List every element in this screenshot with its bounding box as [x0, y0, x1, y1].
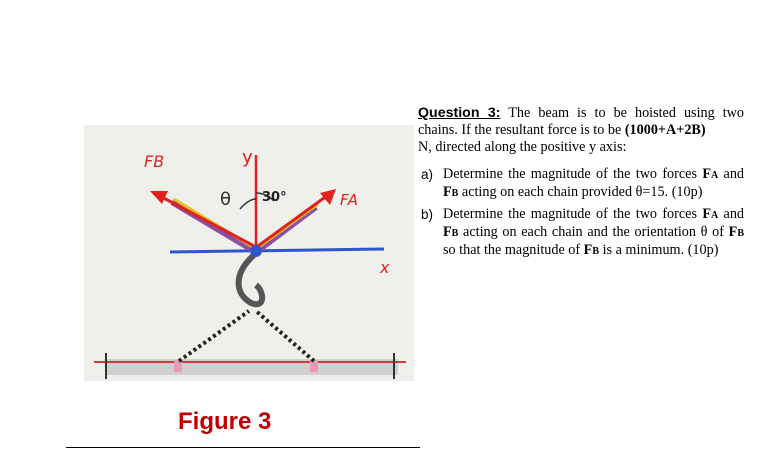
- part-b-text-2: acting on each chain and the orientation θ of: [463, 224, 724, 241]
- question-intro: The beam is to be hoisted using two chains. If the resultant force is to be: [418, 105, 744, 139]
- part-b-fa: FA: [702, 206, 719, 223]
- resultant-unit: N,: [418, 139, 432, 156]
- part-a-fa: FA: [702, 165, 719, 182]
- part-b: [418, 206, 744, 261]
- part-a-text: [443, 166, 744, 202]
- part-b-and: and: [723, 206, 745, 223]
- question-block: [418, 105, 744, 261]
- fa-arrowhead: [320, 189, 336, 205]
- part-b-text-1: Determine the magnitude of the two forces: [443, 206, 697, 223]
- part-a-text-1: Determine the magnitude of the two forces: [443, 165, 697, 182]
- part-a-and: and: [723, 165, 745, 182]
- part-a-fb: FB: [443, 183, 459, 200]
- fb-label: FB: [144, 152, 165, 171]
- part-b-text-4: is a minimum. (10p): [602, 242, 719, 259]
- angle-30-label: 30°: [262, 190, 287, 205]
- part-a-text-2: acting on each chain provided θ=15. (10p): [461, 183, 703, 200]
- chain-ring: [250, 245, 262, 257]
- part-b-fb-3: FB: [583, 242, 600, 259]
- part-b-text-3: so that the magnitude of: [443, 242, 581, 259]
- theta-arc: [240, 199, 256, 209]
- part-b-label: b): [421, 207, 434, 223]
- caption-rule: [66, 447, 420, 448]
- figure-caption: Figure 3: [178, 408, 272, 435]
- figure-3-photo: [84, 125, 414, 381]
- resultant-direction: directed along the positive y axis:: [435, 139, 627, 156]
- hoisting-diagram: [84, 125, 414, 381]
- part-a: [418, 166, 744, 202]
- question-header: [418, 105, 744, 157]
- hook: [239, 255, 263, 304]
- resultant-expression: (1000+A+2B): [624, 122, 706, 139]
- y-axis-label: y: [242, 147, 253, 168]
- lower-chain-right: [256, 311, 314, 361]
- lower-chain-left: [179, 311, 249, 361]
- right-attachment: [310, 360, 318, 372]
- part-b-fb: FB: [443, 224, 459, 241]
- x-axis-label: x: [380, 258, 390, 277]
- part-b-fb-2: FB: [728, 224, 745, 241]
- part-b-text: [443, 206, 744, 261]
- theta-label: θ: [220, 189, 232, 210]
- fa-label: FA: [340, 191, 359, 209]
- x-axis: [170, 249, 384, 252]
- question-title: Question 3:: [418, 105, 501, 121]
- chain-fb-force: [158, 195, 254, 246]
- part-a-label: a): [421, 166, 434, 182]
